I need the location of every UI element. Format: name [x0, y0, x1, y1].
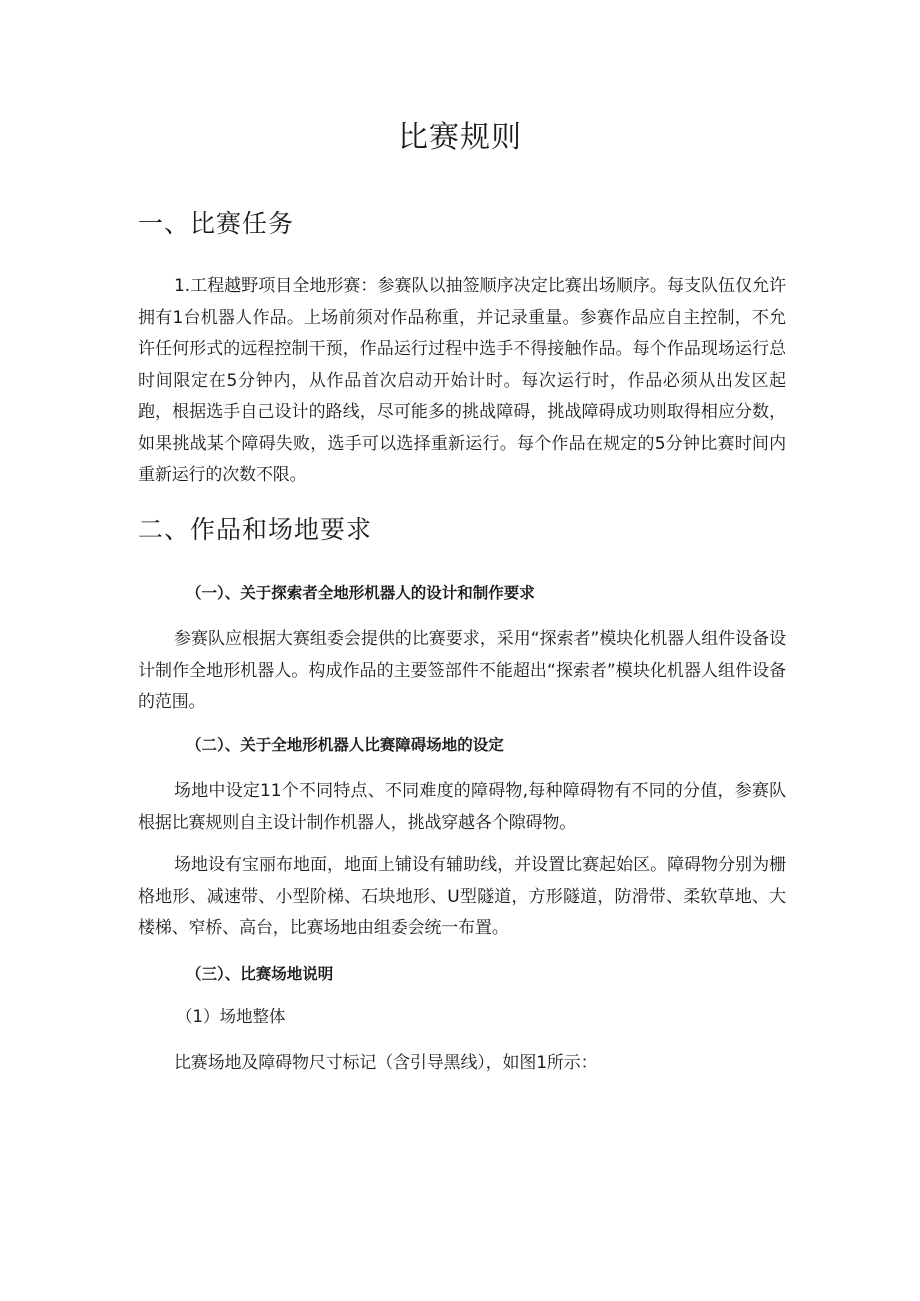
subsection-heading-field-setup: （二）、关于全地形机器人比赛障碍场地的设定: [186, 736, 504, 754]
field-setup-paragraph-1: 场地中设定11个不同特点、不同难度的障碍物,每种障碍物有不同的分值，参赛队根据比赛规则自主设计制作机器人，挑战穿越各个隙碍物。: [138, 781, 786, 833]
subsection-heading-robot-design: （一）、关于探索者全地形机器人的设计和制作要求: [186, 584, 535, 602]
field-setup-paragraph-2: 场地设有宝丽布地面，地面上铺设有辅助线，并设置比赛起始区。障碍物分别为栅格地形、减速带、小型阶梯、石块地形、U型隧道，方形隧道，防滑带、柔软草地、大楼梯、窄桥、高台，比赛场地由组委会统一布置。: [138, 855, 786, 938]
section-heading-task: 一、比赛任务: [138, 209, 295, 238]
section-heading-requirements: 二、作品和场地要求: [138, 515, 373, 544]
page-title: 比赛规则: [398, 120, 522, 155]
robot-design-paragraph: 参赛队应根据大赛组委会提供的比赛要求，采用“探索者”模块化机器人组件设备设计制作全地形机器人。构成作品的主要签部件不能超出“探索者”模块化机器人组件设备的范围。: [138, 629, 786, 712]
field-overall-item: （1）场地整体: [176, 1007, 286, 1026]
subsection-heading-field-description: （三）、比赛场地说明: [186, 965, 334, 983]
field-figure-reference: 比赛场地及障碍物尺寸标记（含引导黑线），如图1所示：: [174, 1053, 598, 1073]
section-task-paragraph: 1.工程越野项目全地形赛：参赛队以抽签顺序决定比赛出场顺序。每支队伍仅允许拥有1台机器人作品。上场前须对作品称重，并记录重量。参赛作品应自主控制，不允许任何形式的远程控制干预，作品运行过程中选手不得接触作品。每个作品现场运行总时间限定在5分钟内，从作品首次启动开始计时。每次运行时，作品必须从出发区起跑，根据选手自己设计的路线，尽可能多的挑战障碍，挑战障碍成功则取得相应分数，如果挑战某个障碍失败，选手可以选择重新运行。每个作品在规定的5分钟比赛时间内重新运行的次数不限。: [138, 276, 786, 485]
